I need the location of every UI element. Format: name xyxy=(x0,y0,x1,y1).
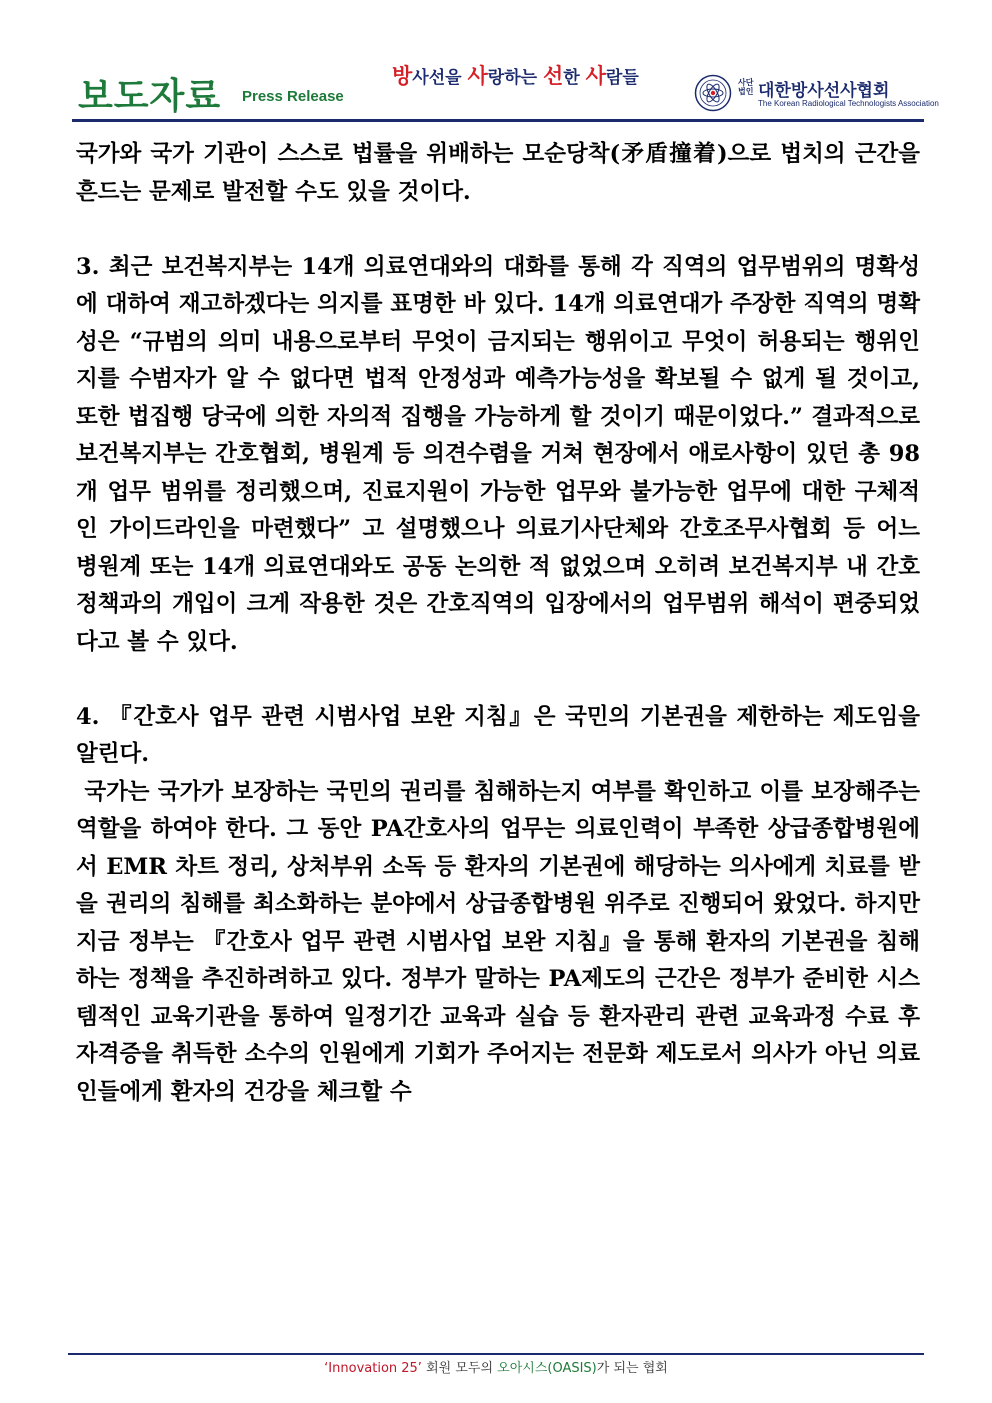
slogan-part: 사선을 xyxy=(412,68,468,88)
footer-text: 가 되는 협회 xyxy=(596,1361,668,1376)
paragraph-intro: 국가와 국가 기관이 스스로 법률을 위배하는 모순당착(矛盾撞着)으로 법치의 근간을 흔드는 문제로 발전할 수도 있을 것이다. xyxy=(76,141,920,205)
footer-oasis: 오아시스(OASIS) xyxy=(497,1361,597,1376)
slogan-part: 랑하는 xyxy=(487,68,543,88)
association-english-name: The Korean Radiological Technologists Association xyxy=(758,99,939,108)
slogan-part: 한 xyxy=(563,68,586,88)
association-tag: 사단 법인 xyxy=(738,78,754,96)
press-release-subtitle: Press Release xyxy=(242,88,344,105)
article-body xyxy=(76,136,928,1111)
page-header xyxy=(72,40,939,120)
header-divider xyxy=(72,119,924,122)
paragraph-4-heading: 4. 『간호사 업무 관련 시범사업 보완 지침』은 국민의 기본권을 제한하는 제도임을 알린다. xyxy=(76,703,920,767)
slogan-part: 사 xyxy=(585,64,606,88)
slogan-part: 선 xyxy=(542,64,564,88)
paragraph-4-body: 국가는 국가가 보장하는 국민의 권리를 침해하는지 여부를 확인하고 이를 보장해주는 역할을 하여야 한다. 그 동안 PA간호사의 업무는 의료인력이 부족한 상급종합병원에서 EMR 차트 정리, 상처부위 소독 등 환자의 기본권에 해당하는 의사에게 치료를 받을 권리의 침해를 최소화하는 분야에서 상급종합병원 위주로 진행되어 왔었다. 하지만 지금 정부는 『간호사 업무 관련 시범사업 보완 지침』을 통해 환자의 기본권을 침해하는 정책을 추진하려하고 있다. 정부가 말하는 PA제도의 근간은 정부가 준비한 시스템적인 교육기관을 통하여 일정기간 교육과 실습 등 환자관리 관련 교육과정 수료 후 자격증을 취득한 소수의 인원에게 기회가 주어지는 전문화 제도로서 의사가 아닌 의료인들에게 환자의 건강을 체크할 수 xyxy=(76,778,928,1105)
slogan-part: 람들 xyxy=(605,68,639,88)
slogan-part: 사 xyxy=(467,64,488,88)
footer-divider xyxy=(68,1353,924,1355)
page-footer xyxy=(0,1357,992,1376)
footer-text: 회원 모두의 xyxy=(421,1361,498,1376)
slogan xyxy=(392,60,639,90)
footer-innovation: ‘Innovation 25’ xyxy=(324,1361,422,1376)
association-brand xyxy=(694,74,939,114)
press-release-title: 보도자료 xyxy=(78,76,222,117)
association-logo-icon xyxy=(694,74,732,112)
paragraph-3: 3. 최근 보건복지부는 14개 의료연대와의 대화를 통해 각 직역의 업무범위의 명확성에 대하여 재고하겠다는 의지를 표명한 바 있다. 14개 의료연대가 주장한 직역의 명확성은 “규범의 의미 내용으로부터 무엇이 금지되는 행위이고 무엇이 허용되는 행위인지를 수범자가 알 수 없다면 법적 안정성과 예측가능성을 확보될 수 없게 될 것이고, 또한 법집행 당국에 의한 자의적 집행을 가능하게 할 것이기 때문이었다.” 결과적으로 보건복지부는 간호협회, 병원계 등 의견수렴을 거쳐 현장에서 애로사항이 있던 총 98개 업무 범위를 정리했으며, 진료지원이 가능한 업무와 불가능한 업무에 대한 구체적인 가이드라인을 마련했다” 고 설명했으나 의료기사단체와 간호조무사협회 등 어느 병원계 또는 14개 의료연대와도 공동 논의한 적 없었으며 오히려 보건복지부 내 간호정책과의 개입이 크게 작용한 것은 간호직역의 입장에서의 업무범위 해석이 편중되었다고 볼 수 있다. xyxy=(76,253,920,655)
association-name: 대한방사선사협회 xyxy=(758,81,890,101)
slogan-part: 방 xyxy=(392,64,413,88)
